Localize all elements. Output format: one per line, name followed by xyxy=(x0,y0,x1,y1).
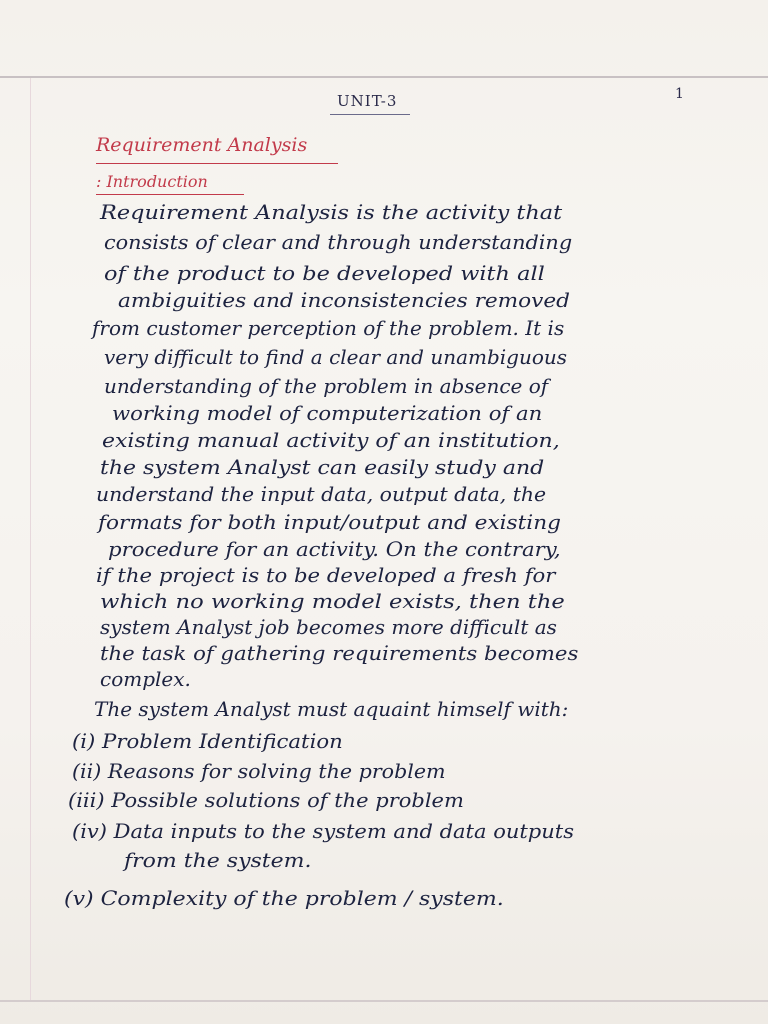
left-margin-rule xyxy=(30,78,31,1000)
paragraph-line: working model of computerization of an xyxy=(112,401,543,425)
paragraph-line: understanding of the problem in absence of xyxy=(104,374,549,398)
paragraph-line: from customer perception of the problem. It is xyxy=(92,316,565,340)
page-number: 1 xyxy=(675,86,684,102)
paragraph-line: formats for both input/output and existing xyxy=(98,510,561,534)
list-item: (i) Problem Identification xyxy=(72,729,343,753)
list-item-continuation: from the system. xyxy=(124,848,312,872)
bottom-margin-rule xyxy=(0,1000,768,1002)
section-subheading-underline xyxy=(96,194,244,195)
paragraph-line: ambiguities and inconsistencies removed xyxy=(118,288,570,312)
list-intro: The system Analyst must aquaint himself with: xyxy=(94,697,569,721)
paragraph-line: very difficult to find a clear and unambiguous xyxy=(104,345,568,369)
list-item: (v) Complexity of the problem / system. xyxy=(64,886,504,910)
paragraph-line: Requirement Analysis is the activity that xyxy=(100,200,563,224)
unit-title-underline xyxy=(330,114,410,115)
paragraph-line: consists of clear and through understanding xyxy=(104,230,573,254)
paragraph-line: the task of gathering requirements becomes xyxy=(100,641,579,665)
paragraph-line: of the product to be developed with all xyxy=(104,261,545,285)
list-item: (iv) Data inputs to the system and data outputs xyxy=(72,819,574,843)
section-heading-underline xyxy=(96,163,338,164)
list-item: (iii) Possible solutions of the problem xyxy=(68,788,464,812)
paragraph-line: if the project is to be developed a fresh for xyxy=(96,563,556,587)
section-subheading: : Introduction xyxy=(96,172,208,191)
paragraph-line: complex. xyxy=(100,667,191,691)
unit-title: UNIT-3 xyxy=(337,92,398,110)
paragraph-line: procedure for an activity. On the contrary, xyxy=(108,537,561,561)
paragraph-line: existing manual activity of an institution, xyxy=(102,428,560,452)
paragraph-line: understand the input data, output data, the xyxy=(96,482,547,506)
section-heading: Requirement Analysis xyxy=(96,134,308,156)
paragraph-line: system Analyst job becomes more difficult as xyxy=(100,615,557,639)
paragraph-line: which no working model exists, then the xyxy=(100,589,565,613)
paragraph-line: the system Analyst can easily study and xyxy=(100,455,545,479)
top-margin-rule xyxy=(0,76,768,78)
list-item: (ii) Reasons for solving the problem xyxy=(72,759,446,783)
